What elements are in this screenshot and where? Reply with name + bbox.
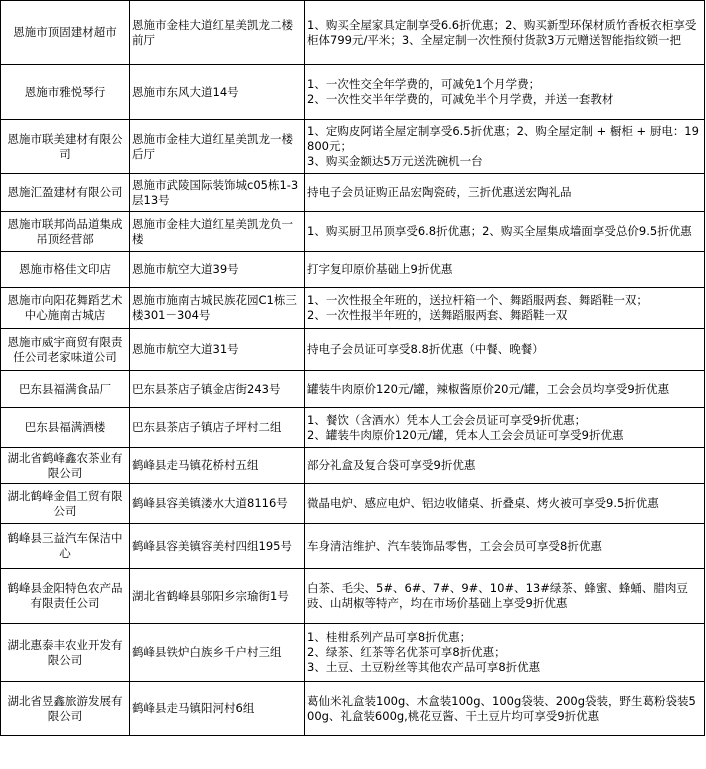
merchant-name: 鹤峰县三益汽车保洁中心 (1, 524, 130, 569)
merchant-name: 巴东县福满食品厂 (1, 371, 130, 408)
offer-line: 2、一次性交半年学费的，可减免半个月学费，并送一套教材 (307, 92, 614, 106)
merchant-name: 恩施市向阳花舞蹈艺术中心施南古城店 (1, 288, 130, 329)
table-row (1, 120, 705, 174)
merchant-offer: 葛仙米礼盒装100g、木盒装100g、100g袋装、200g袋装，野生葛粉袋装500g、礼盒装600g,桃花豆酱、干土豆片均可享受9折优惠 (305, 682, 705, 736)
merchant-name: 巴东县福满酒楼 (1, 408, 130, 448)
table-row (1, 448, 705, 484)
merchant-name: 恩施市联邦尚品道集成吊顶经营部 (1, 212, 130, 252)
merchant-address: 恩施市航空大道39号 (130, 252, 305, 288)
merchant-offer (305, 408, 705, 448)
merchant-offer (305, 624, 705, 682)
merchant-offer: 打字复印原价基础上9折优惠 (305, 252, 705, 288)
table-row (1, 329, 705, 371)
table-row (1, 212, 705, 252)
merchant-offer: 车身清洁维护、汽车装饰品零售，工会会员可享受8折优惠 (305, 524, 705, 569)
merchant-name: 湖北惠泰丰农业开发有限公司 (1, 624, 130, 682)
merchant-name: 湖北省昱鑫旅游发展有限公司 (1, 682, 130, 736)
offer-line: 1、定购皮阿诺全屋定制享受6.5折优惠；2、购全屋定制 + 橱柜 + 厨电：19800元； (307, 124, 699, 153)
merchant-name: 恩施市顶固建材超市 (1, 1, 130, 65)
merchant-address: 鹤峰县走马镇阳河村6组 (130, 682, 305, 736)
table-row (1, 484, 705, 524)
merchant-offer: 1、购买厨卫吊顶享受6.8折优惠；2、购买全屋集成墙面享受总价9.5折优惠 (305, 212, 705, 252)
table-row (1, 624, 705, 682)
offer-line: 2、罐装牛肉原价120元/罐，凭本人工会会员证可享受9折优惠 (307, 427, 624, 442)
merchant-offer (305, 120, 705, 174)
merchant-address: 巴东县茶店子镇金店街243号 (130, 371, 305, 408)
table-row (1, 1, 705, 65)
merchant-address: 恩施市施南古城民族花园C1栋三楼301－304号 (130, 288, 305, 329)
merchant-name: 恩施市雅悦琴行 (1, 65, 130, 120)
merchant-address: 恩施市金桂大道红星美凯龙二楼前厅 (130, 1, 305, 65)
merchant-name: 恩施汇盈建材有限公司 (1, 174, 130, 212)
merchant-offer: 部分礼盒及复合袋可享受9折优惠 (305, 448, 705, 484)
offer-line: 1、桂柑系列产品可享8折优惠； (307, 630, 472, 644)
merchant-address: 恩施市武陵国际装饰城c05栋1-3层13号 (130, 174, 305, 212)
merchant-name: 恩施市格佳文印店 (1, 252, 130, 288)
table-row (1, 371, 705, 408)
table-row (1, 682, 705, 736)
merchant-name: 鹤峰县金阳特色农产品有限责任公司 (1, 569, 130, 624)
merchant-name: 恩施市威宇商贸有限责任公司老家味道公司 (1, 329, 130, 371)
merchant-offer: 1、购买全屋家具定制享受6.6折优惠；2、购买新型环保材质竹香板衣柜享受柜体799元/平米；3、全屋定制一次性预付货款3万元赠送智能指纹锁一把 (305, 1, 705, 65)
merchant-address: 恩施市金桂大道红星美凯龙负一楼 (130, 212, 305, 252)
offer-line: 3、土豆、土豆粉丝等其他农产品可享8折优惠 (307, 660, 541, 674)
merchant-address: 恩施市东风大道14号 (130, 65, 305, 120)
merchant-offer: 罐装牛肉原价120元/罐，辣椒酱原价20元/罐，工会会员均享受9折优惠 (305, 371, 705, 408)
merchant-address: 巴东县茶店子镇店子坪村二组 (130, 408, 305, 448)
merchant-address: 鹤峰县容美镇容美村四组195号 (130, 524, 305, 569)
offer-line: 2、绿茶、红茶等名优茶可享8折优惠； (307, 645, 506, 659)
table-row (1, 252, 705, 288)
offer-line: 3、购买金额达5万元送洗碗机一台 (307, 154, 483, 168)
offer-line: 2、一次性报半年班的，送舞蹈服两套、舞蹈鞋一双 (307, 308, 568, 322)
merchant-offer: 白茶、毛尖、5#、6#、7#、9#、10#、13#绿茶、蜂蜜、蜂蛹、腊肉豆豉、山胡椒等特产，均在市场价基础上享受9折优惠 (305, 569, 705, 624)
offer-line: 1、一次性交全年学费的，可减免1个月学费； (307, 77, 541, 91)
offer-line: 1、餐饮（含酒水）凭本人工会会员证可享受9折优惠； (307, 412, 587, 427)
merchant-offer: 持电子会员证购正品宏陶瓷砖，三折优惠送宏陶礼品 (305, 174, 705, 212)
merchant-name: 湖北鹤峰金倡工贸有限公司 (1, 484, 130, 524)
merchant-address: 恩施市金桂大道红星美凯龙一楼后厅 (130, 120, 305, 174)
table-row (1, 569, 705, 624)
offer-line: 1、一次性报全年班的，送拉杆箱一个、舞蹈服两套、舞蹈鞋一双； (307, 293, 648, 307)
merchant-offer: 持电子会员证可享受8.8折优惠（中餐、晚餐） (305, 329, 705, 371)
merchant-address: 湖北省鹤峰县邬阳乡宗瑜街1号 (130, 569, 305, 624)
table-row (1, 174, 705, 212)
merchant-offer: 微晶电炉、感应电炉、铝边收储桌、折叠桌、烤火被可享受9.5折优惠 (305, 484, 705, 524)
merchant-offer (305, 65, 705, 120)
table-row (1, 524, 705, 569)
merchant-address: 恩施市航空大道31号 (130, 329, 305, 371)
merchant-address: 鹤峰县走马镇花桥村五组 (130, 448, 305, 484)
merchant-address: 鹤峰县铁炉白族乡千户村三组 (130, 624, 305, 682)
merchant-name: 恩施市联美建材有限公司 (1, 120, 130, 174)
merchant-offer (305, 288, 705, 329)
table-row (1, 288, 705, 329)
merchant-address: 鹤峰县容美镇溇水大道8116号 (130, 484, 305, 524)
merchant-name: 湖北省鹤峰鑫农茶业有限公司 (1, 448, 130, 484)
table-row (1, 65, 705, 120)
table-row (1, 408, 705, 448)
